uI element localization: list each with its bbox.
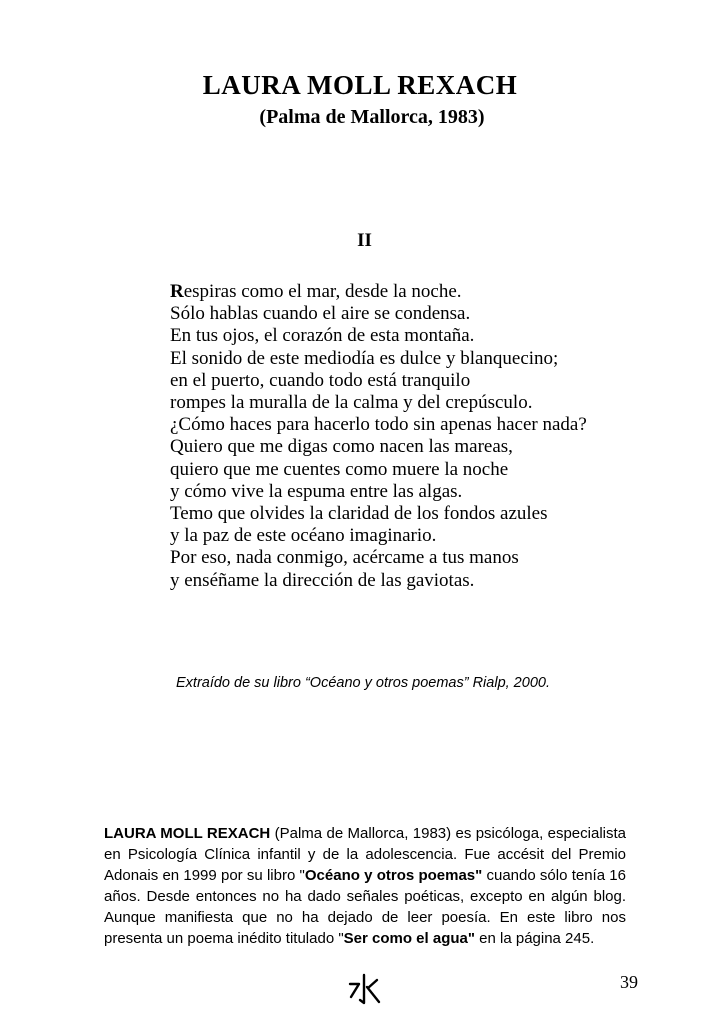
poem-line: en el puerto, cuando todo está tranquilo [170,369,471,391]
poem-line: y cómo vive la espuma entre las algas. [170,480,463,502]
poem-line: ¿Cómo haces para hacerlo todo sin apenas hacer nada? [170,414,587,436]
poem-line: y la paz de este océano imaginario. [170,525,437,547]
poem-body [170,281,587,592]
source-credit: Extraído de su libro “Océano y otros poemas” Rialp, 2000. [176,675,550,691]
author-origin: (Palma de Mallorca, 1983) [259,106,485,128]
author-bio: LAURA MOLL REXACH (Palma de Mallorca, 1983) es psicóloga, especialista en Psicología Clínica infantil y de la adolescencia. Fue accésit del Premio Adonais en 1999 por su libro "Océano y otros poemas" cuando sólo tenía 16 años. Desde entonces no ha dado señales poéticas, excepto en algún blog. Aunque manifiesta que no ha dejado de leer poesía. En este libro nos presenta un poema inédito titulado "Ser como el agua" en la página 245. [104,825,626,948]
water-glyph-icon [344,972,384,1008]
poem-line: Respiras como el mar, desde la noche. [170,281,462,302]
poem-initial-letter: R [170,281,184,302]
author-title: LAURA MOLL REXACH [202,70,518,100]
poem-line: y enséñame la dirección de las gaviotas. [170,569,475,591]
poem-line: Por eso, nada conmigo, acércame a tus manos [170,547,519,569]
bio-book-title: Océano y otros poemas" [304,867,483,885]
bio-poem-title: Ser como el agua" [343,930,475,948]
poem-line: rompes la muralla de la calma y del crepúsculo. [170,392,533,414]
poem-line: Temo que olvides la claridad de los fondos azules [170,503,548,525]
poem-line: El sonido de este mediodía es dulce y blanquecino; [170,347,559,369]
poem-number: II [357,230,372,251]
poem-line: quiero que me cuentes como muere la noche [170,458,509,480]
bio-author-name: LAURA MOLL REXACH [104,825,271,842]
page-number: 39 [620,972,638,992]
poem-line: Sólo hablas cuando el aire se condensa. [170,303,471,325]
poem-line: Quiero que me digas como nacen las mareas, [170,436,513,458]
poem-line: En tus ojos, el corazón de esta montaña. [170,325,475,347]
